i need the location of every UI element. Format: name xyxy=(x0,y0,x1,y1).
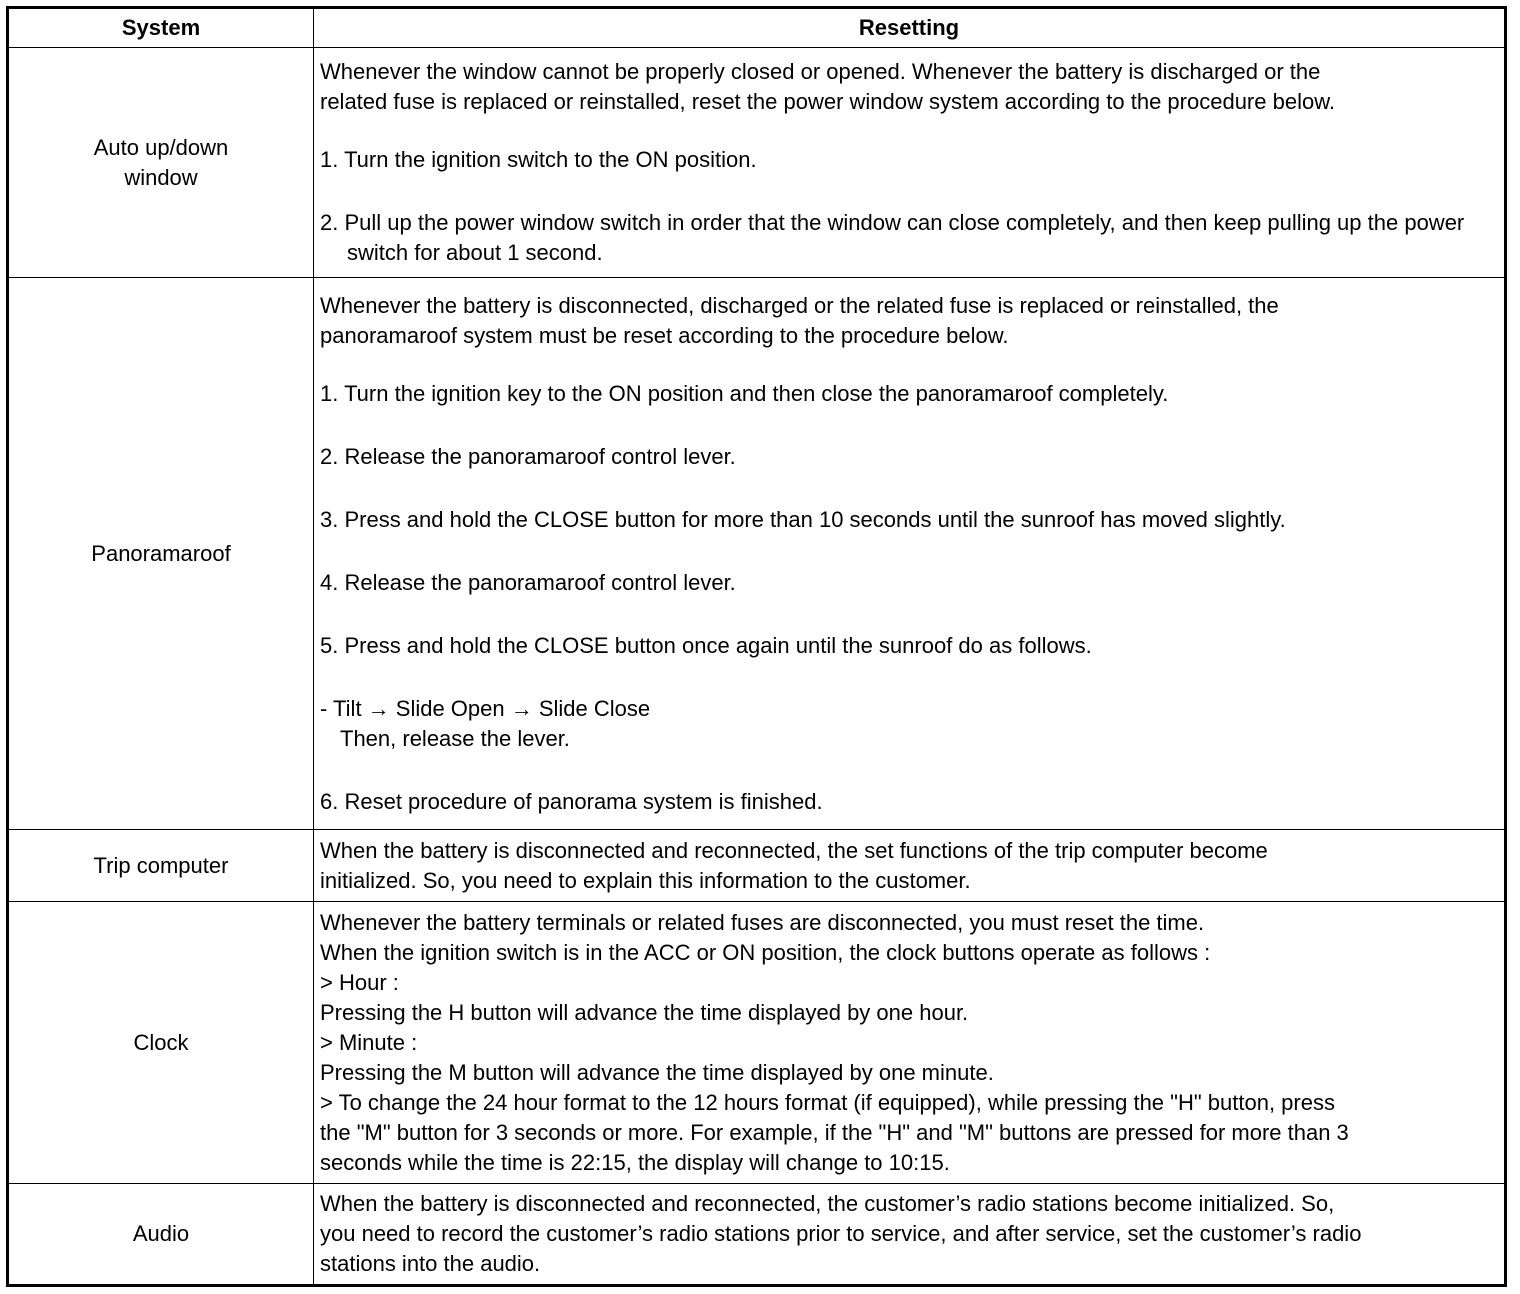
resetting-cell xyxy=(314,902,1506,1184)
system-cell: Trip computer xyxy=(8,830,314,902)
resetting-cell xyxy=(314,278,1506,830)
header-system: System xyxy=(8,8,314,48)
reset-procedures-table xyxy=(6,6,1507,1287)
intro-line: Whenever the window cannot be properly closed or opened. Whenever the battery is discharged or the xyxy=(320,59,1321,84)
step: 5. Press and hold the CLOSE button once again until the sunroof do as follows. xyxy=(320,632,1092,658)
step: 1. Turn the ignition switch to the ON position. xyxy=(320,147,757,172)
text-line: seconds while the time is 22:15, the display will change to 10:15. xyxy=(320,1149,950,1175)
text-line: > To change the 24 hour format to the 12 hours format (if equipped), while pressing the "H" button, press xyxy=(320,1089,1335,1115)
text-line: you need to record the customer’s radio stations prior to service, and after service, set the customer’s radio xyxy=(320,1221,1362,1246)
text-line: When the battery is disconnected and reconnected, the set functions of the trip computer become xyxy=(320,837,1268,863)
system-label-line: Auto up/down xyxy=(93,134,229,160)
sequence-note: Then, release the lever. xyxy=(340,725,570,751)
step: 2. Release the panoramaroof control lever. xyxy=(320,443,736,469)
text-line: Pressing the H button will advance the time displayed by one hour. xyxy=(320,999,969,1025)
table-row-auto-window xyxy=(8,48,1506,278)
header-resetting: Resetting xyxy=(314,8,1506,48)
system-cell: Panoramaroof xyxy=(8,278,314,830)
sequence-line: - Tilt → Slide Open → Slide Close xyxy=(320,695,651,721)
table-row-trip-computer xyxy=(8,830,1506,902)
step: 2. Pull up the power window switch in order that the window can close completely, and then keep pulling up the power switch for about 1 second. xyxy=(320,210,1465,265)
text-line: Pressing the M button will advance the time displayed by one minute. xyxy=(320,1059,994,1085)
table-row-clock xyxy=(8,902,1506,1184)
text-line: > Minute : xyxy=(320,1029,418,1055)
text-line: the "M" button for 3 seconds or more. For example, if the "H" and "M" buttons are pressed for more than 3 xyxy=(320,1119,1349,1145)
step: 4. Release the panoramaroof control lever. xyxy=(320,569,736,595)
intro-line: panoramaroof system must be reset according to the procedure below. xyxy=(320,322,1009,348)
header-row xyxy=(8,8,1506,48)
text-line: initialized. So, you need to explain this information to the customer. xyxy=(320,867,971,893)
intro-line: related fuse is replaced or reinstalled, reset the power window system according to the procedure below. xyxy=(320,89,1335,114)
step: 1. Turn the ignition key to the ON position and then close the panoramaroof completely. xyxy=(320,380,1169,406)
table-row-panoramaroof xyxy=(8,278,1506,830)
system-cell xyxy=(8,48,314,278)
text-line: > Hour : xyxy=(320,969,399,995)
step: 6. Reset procedure of panorama system is finished. xyxy=(320,788,823,814)
step: 3. Press and hold the CLOSE button for more than 10 seconds until the sunroof has moved slightly. xyxy=(320,506,1286,532)
system-cell: Audio xyxy=(8,1184,314,1286)
text-line: stations into the audio. xyxy=(320,1251,541,1276)
intro-line: Whenever the battery is disconnected, discharged or the related fuse is replaced or reinstalled, the xyxy=(320,292,1279,318)
resetting-cell xyxy=(314,1184,1506,1286)
resetting-cell xyxy=(314,48,1506,278)
table-row-audio xyxy=(8,1184,1506,1286)
system-label-line: window xyxy=(124,164,198,190)
text-line: When the battery is disconnected and reconnected, the customer’s radio stations become initialized. So, xyxy=(320,1191,1335,1216)
text-line: Whenever the battery terminals or related fuses are disconnected, you must reset the time. xyxy=(320,909,1205,935)
resetting-cell xyxy=(314,830,1506,902)
text-line: When the ignition switch is in the ACC or ON position, the clock buttons operate as follows : xyxy=(320,939,1211,965)
system-cell: Clock xyxy=(8,902,314,1184)
